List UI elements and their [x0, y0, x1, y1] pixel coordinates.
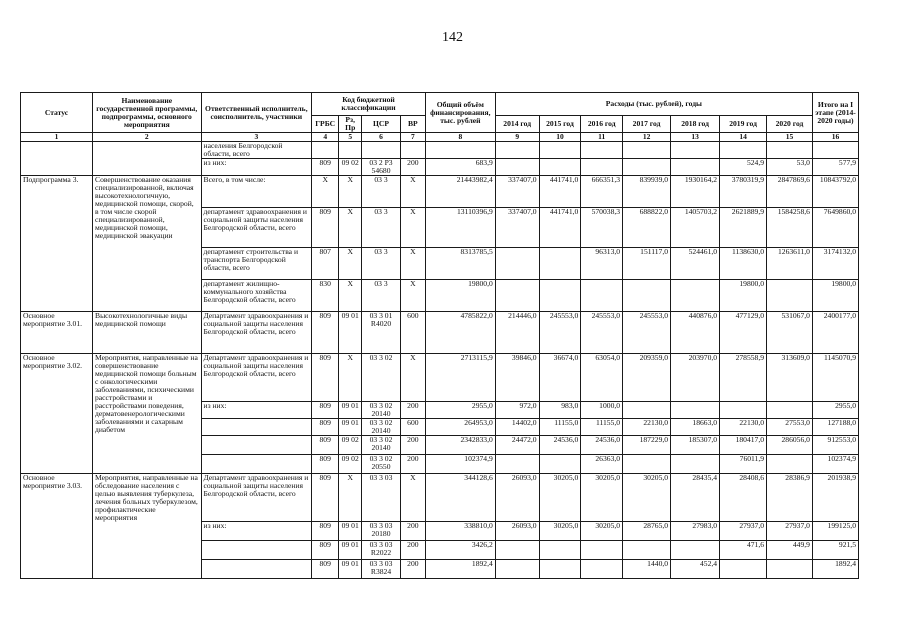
cell-year-value: [623, 159, 671, 176]
cell-itogo: 1145070,9: [812, 354, 858, 402]
cell-year-value: 151117,0: [623, 248, 671, 280]
cell-executor: [201, 541, 312, 560]
cell-year-value: 28765,0: [623, 522, 671, 541]
cell-executor: [201, 419, 312, 436]
cell-csr: 03 3: [362, 280, 401, 312]
cell-vr: X: [400, 248, 425, 280]
cell-year-value: 30205,0: [581, 522, 623, 541]
header-expenses: Расходы (тыс. рублей), годы: [495, 93, 812, 116]
cell-name: Совершенствование оказания специализированной, включая высокотехнологичную, медицинской помощи, скорой, в том числе скорой специализированной, медицинской помощи, медицинской эвакуации: [93, 176, 202, 312]
cell-grbs: 809: [312, 541, 339, 560]
col-number: 3: [201, 133, 312, 142]
cell-year-value: [539, 248, 581, 280]
cell-executor: [201, 455, 312, 474]
cell-year-value: [539, 142, 581, 159]
cell-year-value: [671, 142, 720, 159]
cell-total: 2713115,9: [425, 354, 495, 402]
cell-year-value: 28435,4: [671, 474, 720, 522]
cell-csr: 03 3 03: [362, 474, 401, 522]
table-row: [21, 354, 859, 402]
cell-year-value: 36674,0: [539, 354, 581, 402]
cell-vr: X: [400, 354, 425, 402]
cell-executor: Департамент здравоохранения и социальной защиты населения Белгородской области, всего: [201, 312, 312, 354]
cell-year-value: [539, 280, 581, 312]
cell-itogo: 2400177,0: [812, 312, 858, 354]
cell-itogo: 1892,4: [812, 560, 858, 579]
header-year: 2014 год: [495, 116, 539, 133]
table-row: [21, 474, 859, 522]
header-budget-code: Код бюджетной классификации: [312, 93, 426, 116]
cell-rz-pr: 09 01: [339, 312, 362, 354]
cell-year-value: [623, 455, 671, 474]
header-year: 2018 год: [671, 116, 720, 133]
cell-year-value: 30205,0: [539, 522, 581, 541]
cell-year-value: 441741,0: [539, 208, 581, 248]
cell-total: 8313785,5: [425, 248, 495, 280]
cell-rz-pr: 09 01: [339, 522, 362, 541]
cell-executor: Департамент здравоохранения и социальной защиты населения Белгородской области, всего: [201, 354, 312, 402]
cell-year-value: 286056,0: [767, 436, 813, 455]
header-csr: ЦСР: [362, 116, 401, 133]
cell-year-value: 278558,9: [720, 354, 767, 402]
cell-year-value: [720, 142, 767, 159]
cell-year-value: 440876,0: [671, 312, 720, 354]
cell-status: Основное мероприятие 3.01.: [21, 312, 93, 354]
cell-year-value: [720, 560, 767, 579]
cell-total: [425, 142, 495, 159]
cell-year-value: [495, 248, 539, 280]
header-total: Общий объём финансирования, тыс. рублей: [425, 93, 495, 133]
cell-total: 2955,0: [425, 402, 495, 419]
cell-rz-pr: X: [339, 474, 362, 522]
cell-year-value: [671, 280, 720, 312]
cell-year-value: 983,0: [539, 402, 581, 419]
cell-grbs: 809: [312, 402, 339, 419]
cell-grbs: 809: [312, 560, 339, 579]
cell-name: [93, 142, 202, 176]
col-number: 7: [400, 133, 425, 142]
cell-grbs: 809: [312, 455, 339, 474]
cell-total: 2342833,0: [425, 436, 495, 455]
cell-year-value: 28386,9: [767, 474, 813, 522]
cell-vr: 200: [400, 455, 425, 474]
cell-year-value: 187229,0: [623, 436, 671, 455]
cell-year-value: [581, 159, 623, 176]
cell-year-value: 30205,0: [581, 474, 623, 522]
cell-csr: 03 3: [362, 176, 401, 208]
col-number: 10: [539, 133, 581, 142]
cell-vr: 600: [400, 419, 425, 436]
cell-year-value: [671, 402, 720, 419]
cell-executor: из них:: [201, 159, 312, 176]
cell-year-value: [671, 159, 720, 176]
cell-itogo: 921,5: [812, 541, 858, 560]
header-rz-pr: Рз, Пр: [339, 116, 362, 133]
cell-csr: 03 3 03 R3824: [362, 560, 401, 579]
cell-year-value: 245553,0: [581, 312, 623, 354]
cell-executor: населения Белгородской области, всего: [201, 142, 312, 159]
cell-year-value: [767, 280, 813, 312]
cell-year-value: 1263611,0: [767, 248, 813, 280]
cell-csr: 03 3 01 R4020: [362, 312, 401, 354]
page-number: 142: [442, 30, 463, 45]
header-year: 2015 год: [539, 116, 581, 133]
col-number: 14: [720, 133, 767, 142]
cell-year-value: 24536,0: [539, 436, 581, 455]
cell-executor: департамент строительства и транспорта Белгородской области, всего: [201, 248, 312, 280]
cell-grbs: 809: [312, 208, 339, 248]
header-year: 2020 год: [767, 116, 813, 133]
cell-csr: 03 3 02 20140: [362, 436, 401, 455]
cell-vr: X: [400, 280, 425, 312]
col-number: 13: [671, 133, 720, 142]
col-number: 15: [767, 133, 813, 142]
cell-year-value: 214446,0: [495, 312, 539, 354]
cell-grbs: 809: [312, 312, 339, 354]
cell-year-value: [495, 142, 539, 159]
cell-executor: Департамент здравоохранения и социальной защиты населения Белгородской области, всего: [201, 474, 312, 522]
cell-grbs: 809: [312, 159, 339, 176]
cell-year-value: [720, 402, 767, 419]
cell-year-value: 22130,0: [720, 419, 767, 436]
cell-total: 4785822,0: [425, 312, 495, 354]
cell-csr: 03 3: [362, 208, 401, 248]
cell-itogo: 3174132,0: [812, 248, 858, 280]
cell-year-value: 688822,0: [623, 208, 671, 248]
cell-year-value: 27937,0: [767, 522, 813, 541]
cell-rz-pr: 09 01: [339, 419, 362, 436]
col-number: 12: [623, 133, 671, 142]
cell-year-value: [671, 541, 720, 560]
cell-executor: департамент жилищно-коммунального хозяйства Белгородской области, всего: [201, 280, 312, 312]
cell-executor: из них:: [201, 522, 312, 541]
cell-itogo: 577,9: [812, 159, 858, 176]
cell-year-value: [539, 455, 581, 474]
cell-year-value: 1138630,0: [720, 248, 767, 280]
cell-year-value: [581, 142, 623, 159]
cell-grbs: 809: [312, 522, 339, 541]
cell-year-value: 11155,0: [539, 419, 581, 436]
cell-year-value: 972,0: [495, 402, 539, 419]
cell-vr: 200: [400, 436, 425, 455]
cell-rz-pr: X: [339, 354, 362, 402]
cell-executor: из них:: [201, 402, 312, 419]
header-year: 2019 год: [720, 116, 767, 133]
cell-year-value: 26363,0: [581, 455, 623, 474]
cell-vr: 200: [400, 159, 425, 176]
cell-grbs: 809: [312, 474, 339, 522]
cell-year-value: 24472,0: [495, 436, 539, 455]
col-number: 2: [93, 133, 202, 142]
cell-vr: X: [400, 208, 425, 248]
cell-year-value: [539, 159, 581, 176]
cell-year-value: 2847869,6: [767, 176, 813, 208]
cell-year-value: 53,0: [767, 159, 813, 176]
cell-year-value: 1405703,2: [671, 208, 720, 248]
header-name: Наименование государственной программы, подпрограммы, основного мероприятия: [93, 93, 202, 133]
budget-table: [20, 92, 859, 579]
cell-year-value: 19800,0: [720, 280, 767, 312]
cell-year-value: 26093,0: [495, 522, 539, 541]
cell-grbs: 809: [312, 436, 339, 455]
table-row: [21, 176, 859, 208]
cell-year-value: 209359,0: [623, 354, 671, 402]
cell-year-value: 3780319,9: [720, 176, 767, 208]
cell-year-value: 1930164,2: [671, 176, 720, 208]
cell-rz-pr: [339, 142, 362, 159]
cell-csr: 03 3 02 20550: [362, 455, 401, 474]
cell-year-value: [623, 402, 671, 419]
cell-itogo: 912553,0: [812, 436, 858, 455]
cell-rz-pr: 09 02: [339, 436, 362, 455]
cell-year-value: 18663,0: [671, 419, 720, 436]
col-number: 9: [495, 133, 539, 142]
cell-status: Основное мероприятие 3.03.: [21, 474, 93, 579]
cell-year-value: 524,9: [720, 159, 767, 176]
cell-grbs: 809: [312, 419, 339, 436]
cell-year-value: 452,4: [671, 560, 720, 579]
header-grbs: ГРБС: [312, 116, 339, 133]
cell-rz-pr: X: [339, 208, 362, 248]
cell-status: Основное мероприятие 3.02.: [21, 354, 93, 474]
cell-year-value: 570038,3: [581, 208, 623, 248]
cell-year-value: [495, 159, 539, 176]
cell-year-value: [767, 560, 813, 579]
cell-year-value: 24536,0: [581, 436, 623, 455]
cell-year-value: 63054,0: [581, 354, 623, 402]
cell-vr: X: [400, 176, 425, 208]
cell-name: Высокотехнологичные виды медицинской помощи: [93, 312, 202, 354]
cell-total: 102374,9: [425, 455, 495, 474]
cell-year-value: 1584258,6: [767, 208, 813, 248]
cell-year-value: 76011,9: [720, 455, 767, 474]
cell-year-value: [495, 280, 539, 312]
cell-vr: [400, 142, 425, 159]
cell-rz-pr: X: [339, 248, 362, 280]
cell-total: 13110396,9: [425, 208, 495, 248]
cell-year-value: 11155,0: [581, 419, 623, 436]
cell-grbs: X: [312, 176, 339, 208]
cell-year-value: 30205,0: [539, 474, 581, 522]
cell-rz-pr: 09 02: [339, 455, 362, 474]
cell-year-value: 96313,0: [581, 248, 623, 280]
cell-total: 21443982,4: [425, 176, 495, 208]
cell-year-value: 449,9: [767, 541, 813, 560]
cell-itogo: 199125,0: [812, 522, 858, 541]
cell-year-value: 666351,3: [581, 176, 623, 208]
cell-csr: 03 3 03 20180: [362, 522, 401, 541]
cell-rz-pr: 09 02: [339, 159, 362, 176]
cell-year-value: 28408,6: [720, 474, 767, 522]
cell-year-value: [495, 541, 539, 560]
cell-total: 338810,0: [425, 522, 495, 541]
cell-csr: 03 2 Р3 54680: [362, 159, 401, 176]
cell-total: 683,9: [425, 159, 495, 176]
header-vr: ВР: [400, 116, 425, 133]
cell-grbs: [312, 142, 339, 159]
cell-itogo: [812, 142, 858, 159]
cell-year-value: 839939,0: [623, 176, 671, 208]
col-number: 16: [812, 133, 858, 142]
header-year: 2016 год: [581, 116, 623, 133]
cell-executor: [201, 560, 312, 579]
cell-name: Мероприятия, направленные на обследование населения с целью выявления туберкулеза, лечения больных туберкулезом, профилактические мероприятия: [93, 474, 202, 579]
cell-executor: [201, 436, 312, 455]
cell-year-value: [581, 541, 623, 560]
cell-vr: 200: [400, 541, 425, 560]
cell-year-value: 14402,0: [495, 419, 539, 436]
cell-rz-pr: X: [339, 176, 362, 208]
cell-total: 19800,0: [425, 280, 495, 312]
cell-rz-pr: X: [339, 280, 362, 312]
cell-year-value: 313609,0: [767, 354, 813, 402]
col-number: 6: [362, 133, 401, 142]
col-number: 4: [312, 133, 339, 142]
cell-year-value: 27553,0: [767, 419, 813, 436]
cell-status: Подпрограмма 3.: [21, 176, 93, 312]
cell-year-value: 27937,0: [720, 522, 767, 541]
cell-grbs: 830: [312, 280, 339, 312]
cell-itogo: 10843792,0: [812, 176, 858, 208]
cell-year-value: 245553,0: [539, 312, 581, 354]
cell-vr: 200: [400, 402, 425, 419]
cell-year-value: 26093,0: [495, 474, 539, 522]
cell-total: 264953,0: [425, 419, 495, 436]
cell-itogo: 127188,0: [812, 419, 858, 436]
col-number: 5: [339, 133, 362, 142]
cell-csr: 03 3: [362, 248, 401, 280]
header-executor: Ответственный исполнитель, соисполнитель, участники: [201, 93, 312, 133]
cell-year-value: [767, 455, 813, 474]
cell-year-value: 2621889,9: [720, 208, 767, 248]
cell-vr: 200: [400, 522, 425, 541]
cell-year-value: [671, 455, 720, 474]
cell-year-value: [581, 560, 623, 579]
cell-year-value: 337407,0: [495, 176, 539, 208]
cell-rz-pr: 09 01: [339, 402, 362, 419]
cell-vr: 200: [400, 560, 425, 579]
cell-csr: 03 3 03 R2022: [362, 541, 401, 560]
cell-year-value: [495, 560, 539, 579]
cell-year-value: 1000,0: [581, 402, 623, 419]
cell-year-value: 524461,0: [671, 248, 720, 280]
cell-grbs: 807: [312, 248, 339, 280]
cell-name: Мероприятия, направленные на совершенствование медицинской помощи больным с онкологическими заболеваниями, психическими расстройствами и расстройствами поведения, дерматовенерологическими заболеваниями и сахарным диабетом: [93, 354, 202, 474]
col-number: 8: [425, 133, 495, 142]
cell-year-value: 180417,0: [720, 436, 767, 455]
cell-year-value: 245553,0: [623, 312, 671, 354]
cell-rz-pr: 09 01: [339, 560, 362, 579]
cell-itogo: 201938,9: [812, 474, 858, 522]
cell-csr: [362, 142, 401, 159]
header-year: 2017 год: [623, 116, 671, 133]
cell-csr: 03 3 02 20140: [362, 419, 401, 436]
cell-grbs: 809: [312, 354, 339, 402]
cell-itogo: 102374,9: [812, 455, 858, 474]
cell-itogo: 2955,0: [812, 402, 858, 419]
cell-year-value: [623, 280, 671, 312]
col-number: 11: [581, 133, 623, 142]
cell-year-value: 471,6: [720, 541, 767, 560]
cell-year-value: 22130,0: [623, 419, 671, 436]
cell-year-value: [767, 142, 813, 159]
cell-year-value: [495, 455, 539, 474]
cell-year-value: 27983,0: [671, 522, 720, 541]
cell-year-value: [623, 142, 671, 159]
table-row: [21, 142, 859, 159]
cell-year-value: 531067,0: [767, 312, 813, 354]
header-status: Статус: [21, 93, 93, 133]
cell-year-value: 30205,0: [623, 474, 671, 522]
cell-year-value: [623, 541, 671, 560]
cell-total: 1892,4: [425, 560, 495, 579]
cell-itogo: 7649860,0: [812, 208, 858, 248]
cell-year-value: [767, 402, 813, 419]
cell-executor: департамент здравоохранения и социальной защиты населения Белгородской области, всего: [201, 208, 312, 248]
cell-year-value: 39846,0: [495, 354, 539, 402]
cell-year-value: 477129,0: [720, 312, 767, 354]
cell-year-value: [581, 280, 623, 312]
table-row: [21, 312, 859, 354]
cell-year-value: 185307,0: [671, 436, 720, 455]
cell-total: 344128,6: [425, 474, 495, 522]
cell-year-value: 1440,0: [623, 560, 671, 579]
cell-itogo: 19800,0: [812, 280, 858, 312]
cell-year-value: [539, 560, 581, 579]
cell-year-value: 203970,0: [671, 354, 720, 402]
cell-total: 3426,2: [425, 541, 495, 560]
header-itogo: Итого на I этапе (2014-2020 годы): [812, 93, 858, 133]
cell-csr: 03 3 02 20140: [362, 402, 401, 419]
col-number: 1: [21, 133, 93, 142]
cell-year-value: 337407,0: [495, 208, 539, 248]
cell-vr: 600: [400, 312, 425, 354]
cell-year-value: [539, 541, 581, 560]
cell-status: [21, 142, 93, 176]
cell-year-value: 441741,0: [539, 176, 581, 208]
cell-rz-pr: 09 01: [339, 541, 362, 560]
cell-executor: Всего, в том числе:: [201, 176, 312, 208]
cell-vr: X: [400, 474, 425, 522]
cell-csr: 03 3 02: [362, 354, 401, 402]
